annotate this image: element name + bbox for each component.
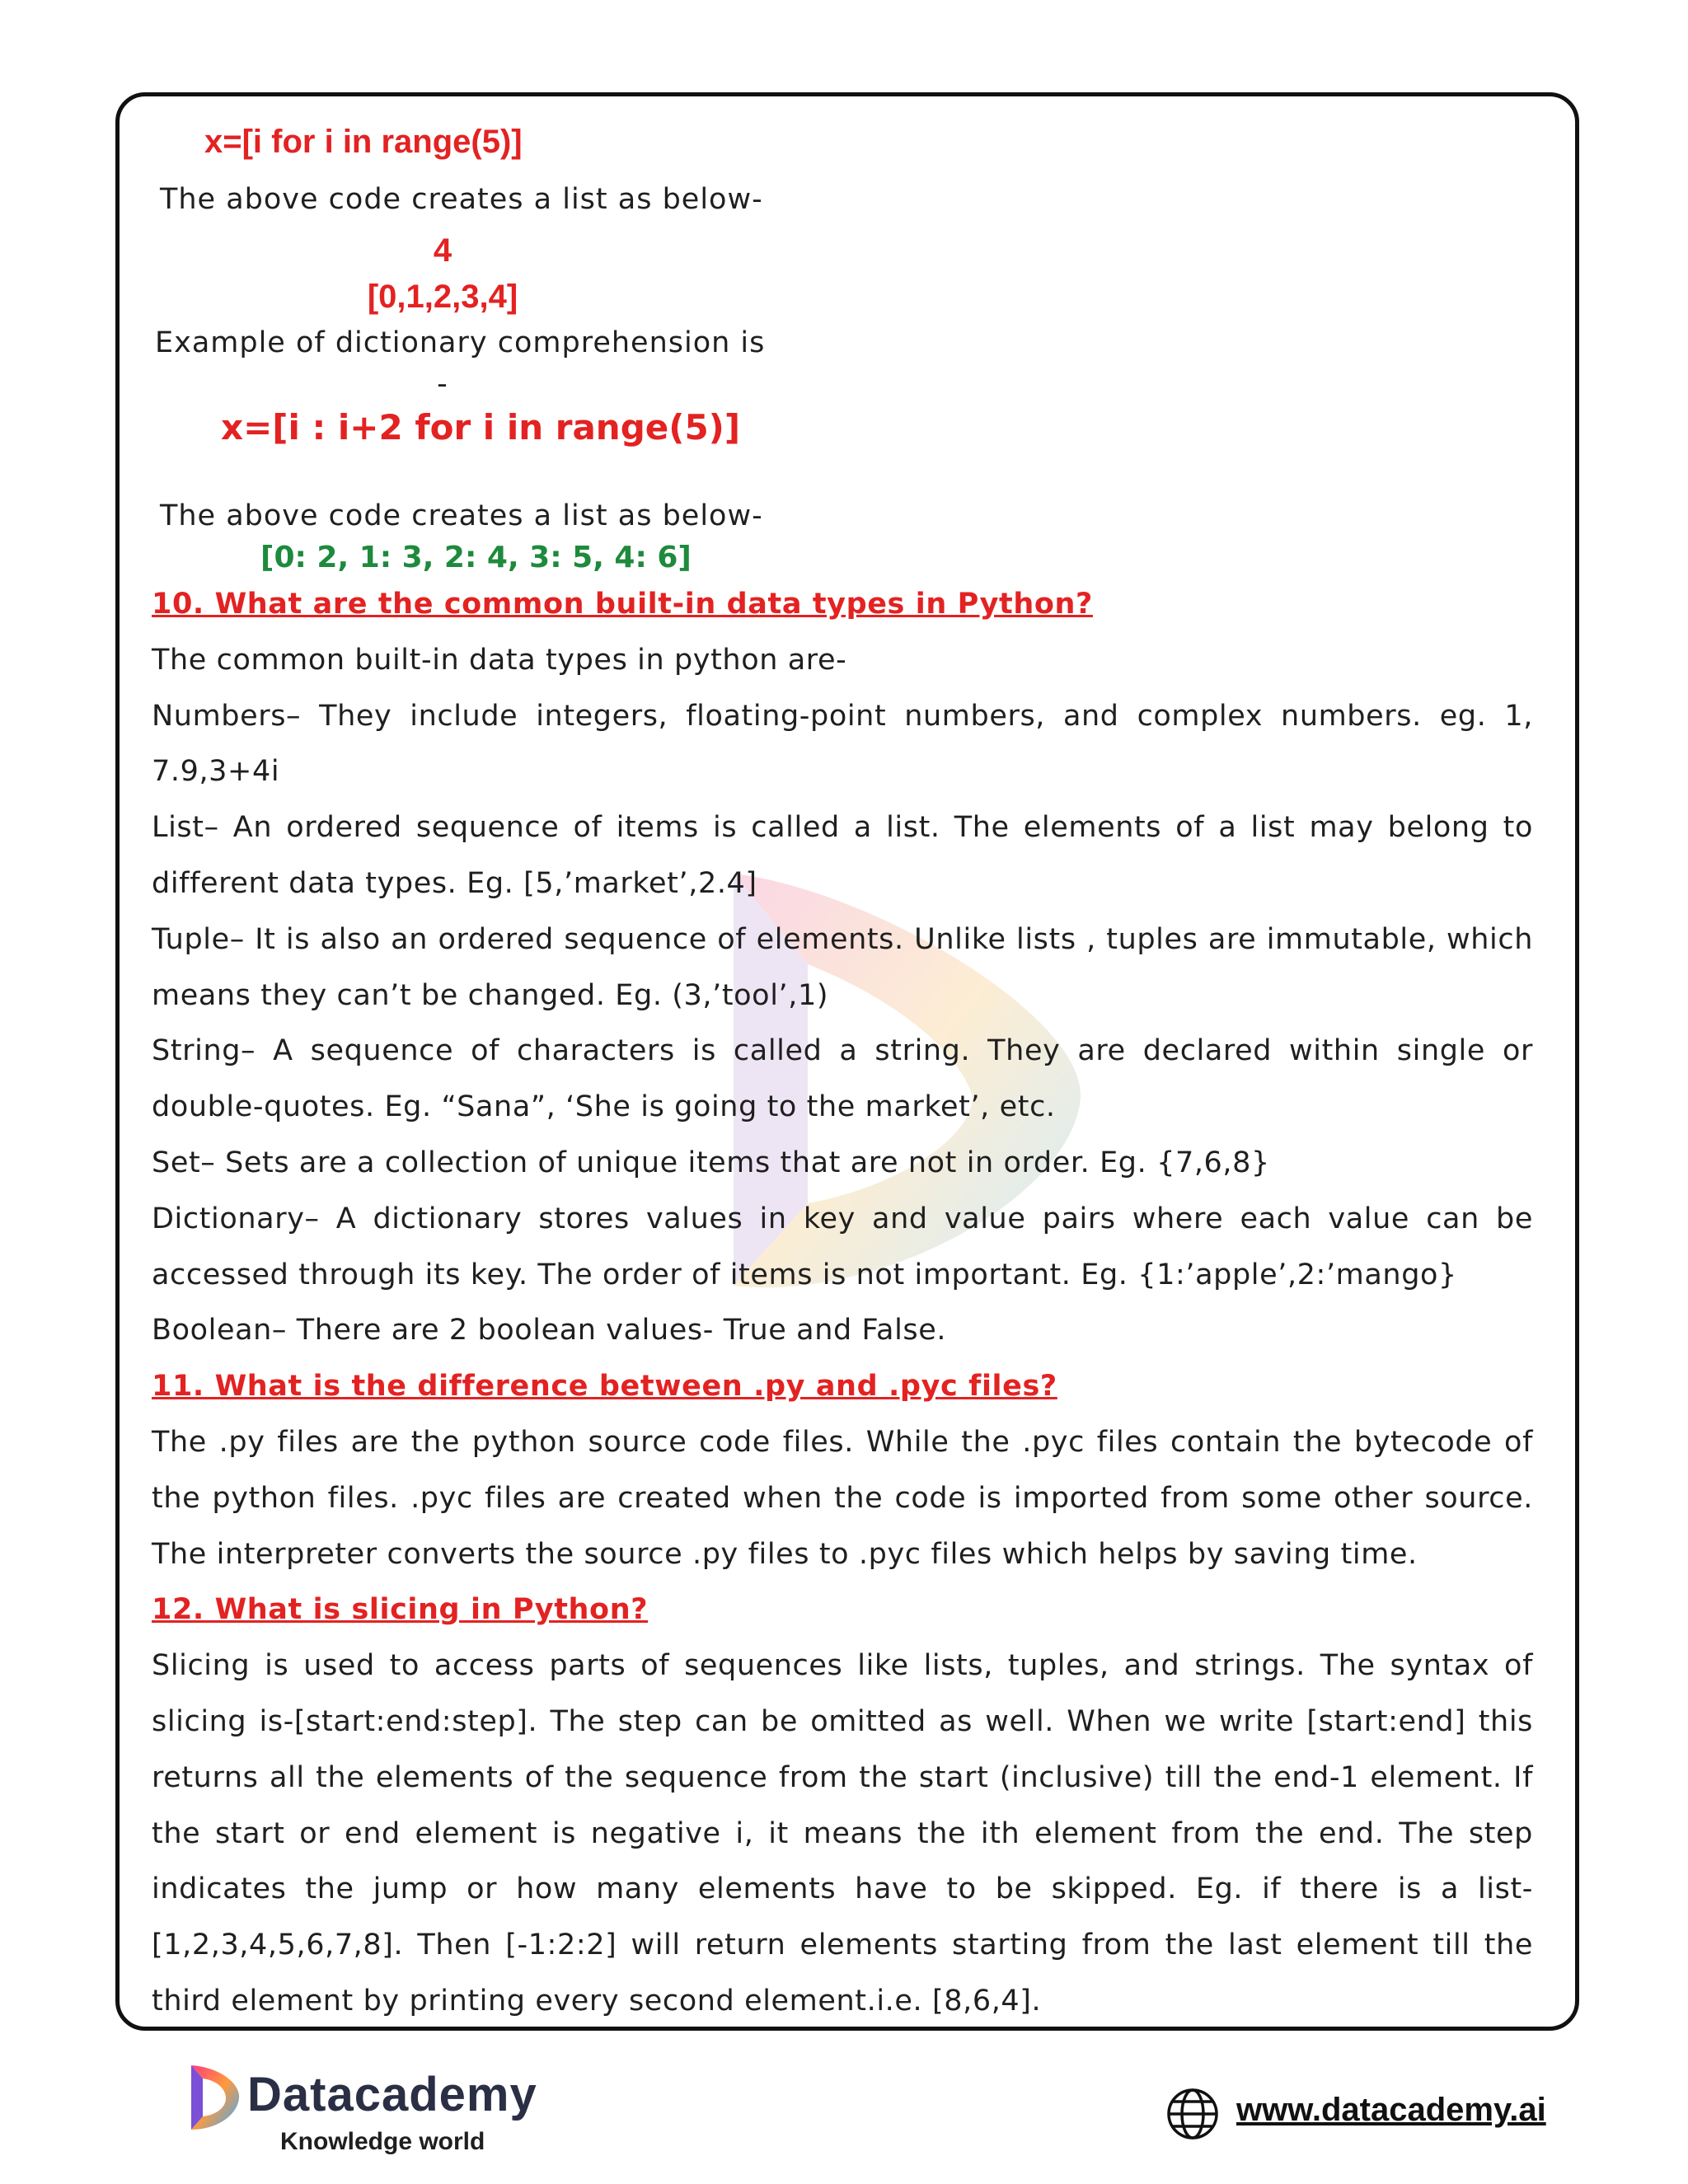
dict-comprehension-intro: Example of dictionary comprehension is <box>155 326 766 359</box>
q12-heading: 12. What is slicing in Python? <box>152 1593 649 1627</box>
q10-heading: 10. What are the common built-in data types in Python? <box>152 588 1093 621</box>
main-content <box>152 577 1533 2030</box>
q11-heading: 11. What is the difference between .py and .pyc files? <box>152 1370 1057 1404</box>
dict-output: [0: 2, 1: 3, 2: 4, 3: 5, 4: 6] <box>260 541 692 574</box>
website-link[interactable]: www.datacademy.ai <box>1236 2092 1546 2128</box>
globe-icon <box>1165 2087 1220 2141</box>
brand-tagline: Knowledge world <box>280 2128 485 2155</box>
q11-paragraph: The .py files are the python source code files. While the .pyc files contain the bytecode of the python files. .pyc files are created when the code is imported from some other source. The interpreter converts the source .py files to .pyc files which helps by saving time. <box>152 1425 1533 1571</box>
q12-paragraph: Slicing is used to access parts of sequences like lists, tuples, and strings. The syntax of slicing is-[start:end:step]. The step can be omitted as well. When we write [start:end] this returns all the elements of the sequence from the start (inclusive) till the end-1 element. If the start or end element is negative i, it means the ith element from the end. The step indicates the jump or how many elements have to be skipped. Eg. if there is a list- [1,2,3,4,5,6,7,8]. Then [-1:2:2] will return elements starting from the last element till the third element by printing every second element.i.e. [8,6,4]. <box>152 1649 1533 2018</box>
q10-paragraph: Tuple– It is also an ordered sequence of elements. Unlike lists , tuples are immutable, which means they can’t be changed. Eg. (3,’tool’,1) <box>152 922 1533 1012</box>
list-output-line-2: [0,1,2,3,4] <box>367 279 518 315</box>
code-list-comprehension: x=[i for i in range(5)] <box>204 124 523 160</box>
q10-paragraph: Dictionary– A dictionary stores values in key and value pairs where each value can be accessed through its key. The order of items is not important. Eg. {1:’apple’,2:’mango} <box>152 1202 1533 1291</box>
brand-name: Datacademy <box>247 2068 537 2121</box>
q10-paragraph: Boolean– There are 2 boolean values- True and False. <box>152 1314 947 1347</box>
q10-paragraph: String– A sequence of characters is called a string. They are declared within single or double-quotes. Eg. “Sana”, ‘She is going to the market’, etc. <box>152 1034 1533 1124</box>
caption-list-output: The above code creates a list as below- <box>160 183 763 216</box>
dict-comprehension-dash: - <box>437 368 448 401</box>
q10-paragraph: List– An ordered sequence of items is called a list. The elements of a list may belong to different data types. Eg. [5,’market’,2.4] <box>152 811 1533 900</box>
list-output-line-1: 4 <box>433 232 452 269</box>
q10-paragraph: The common built-in data types in python are- <box>152 643 847 677</box>
code-dict-comprehension: x=[i : i+2 for i in range(5)] <box>221 407 741 448</box>
caption-dict-output: The above code creates a list as below- <box>160 499 763 532</box>
datacademy-d-logo-icon <box>186 2060 244 2135</box>
q10-paragraph: Numbers– They include integers, floating-point numbers, and complex numbers. eg. 1, 7.9,3+4i <box>152 699 1533 789</box>
q10-paragraph: Set– Sets are a collection of unique items that are not in order. Eg. {7,6,8} <box>152 1146 1270 1179</box>
